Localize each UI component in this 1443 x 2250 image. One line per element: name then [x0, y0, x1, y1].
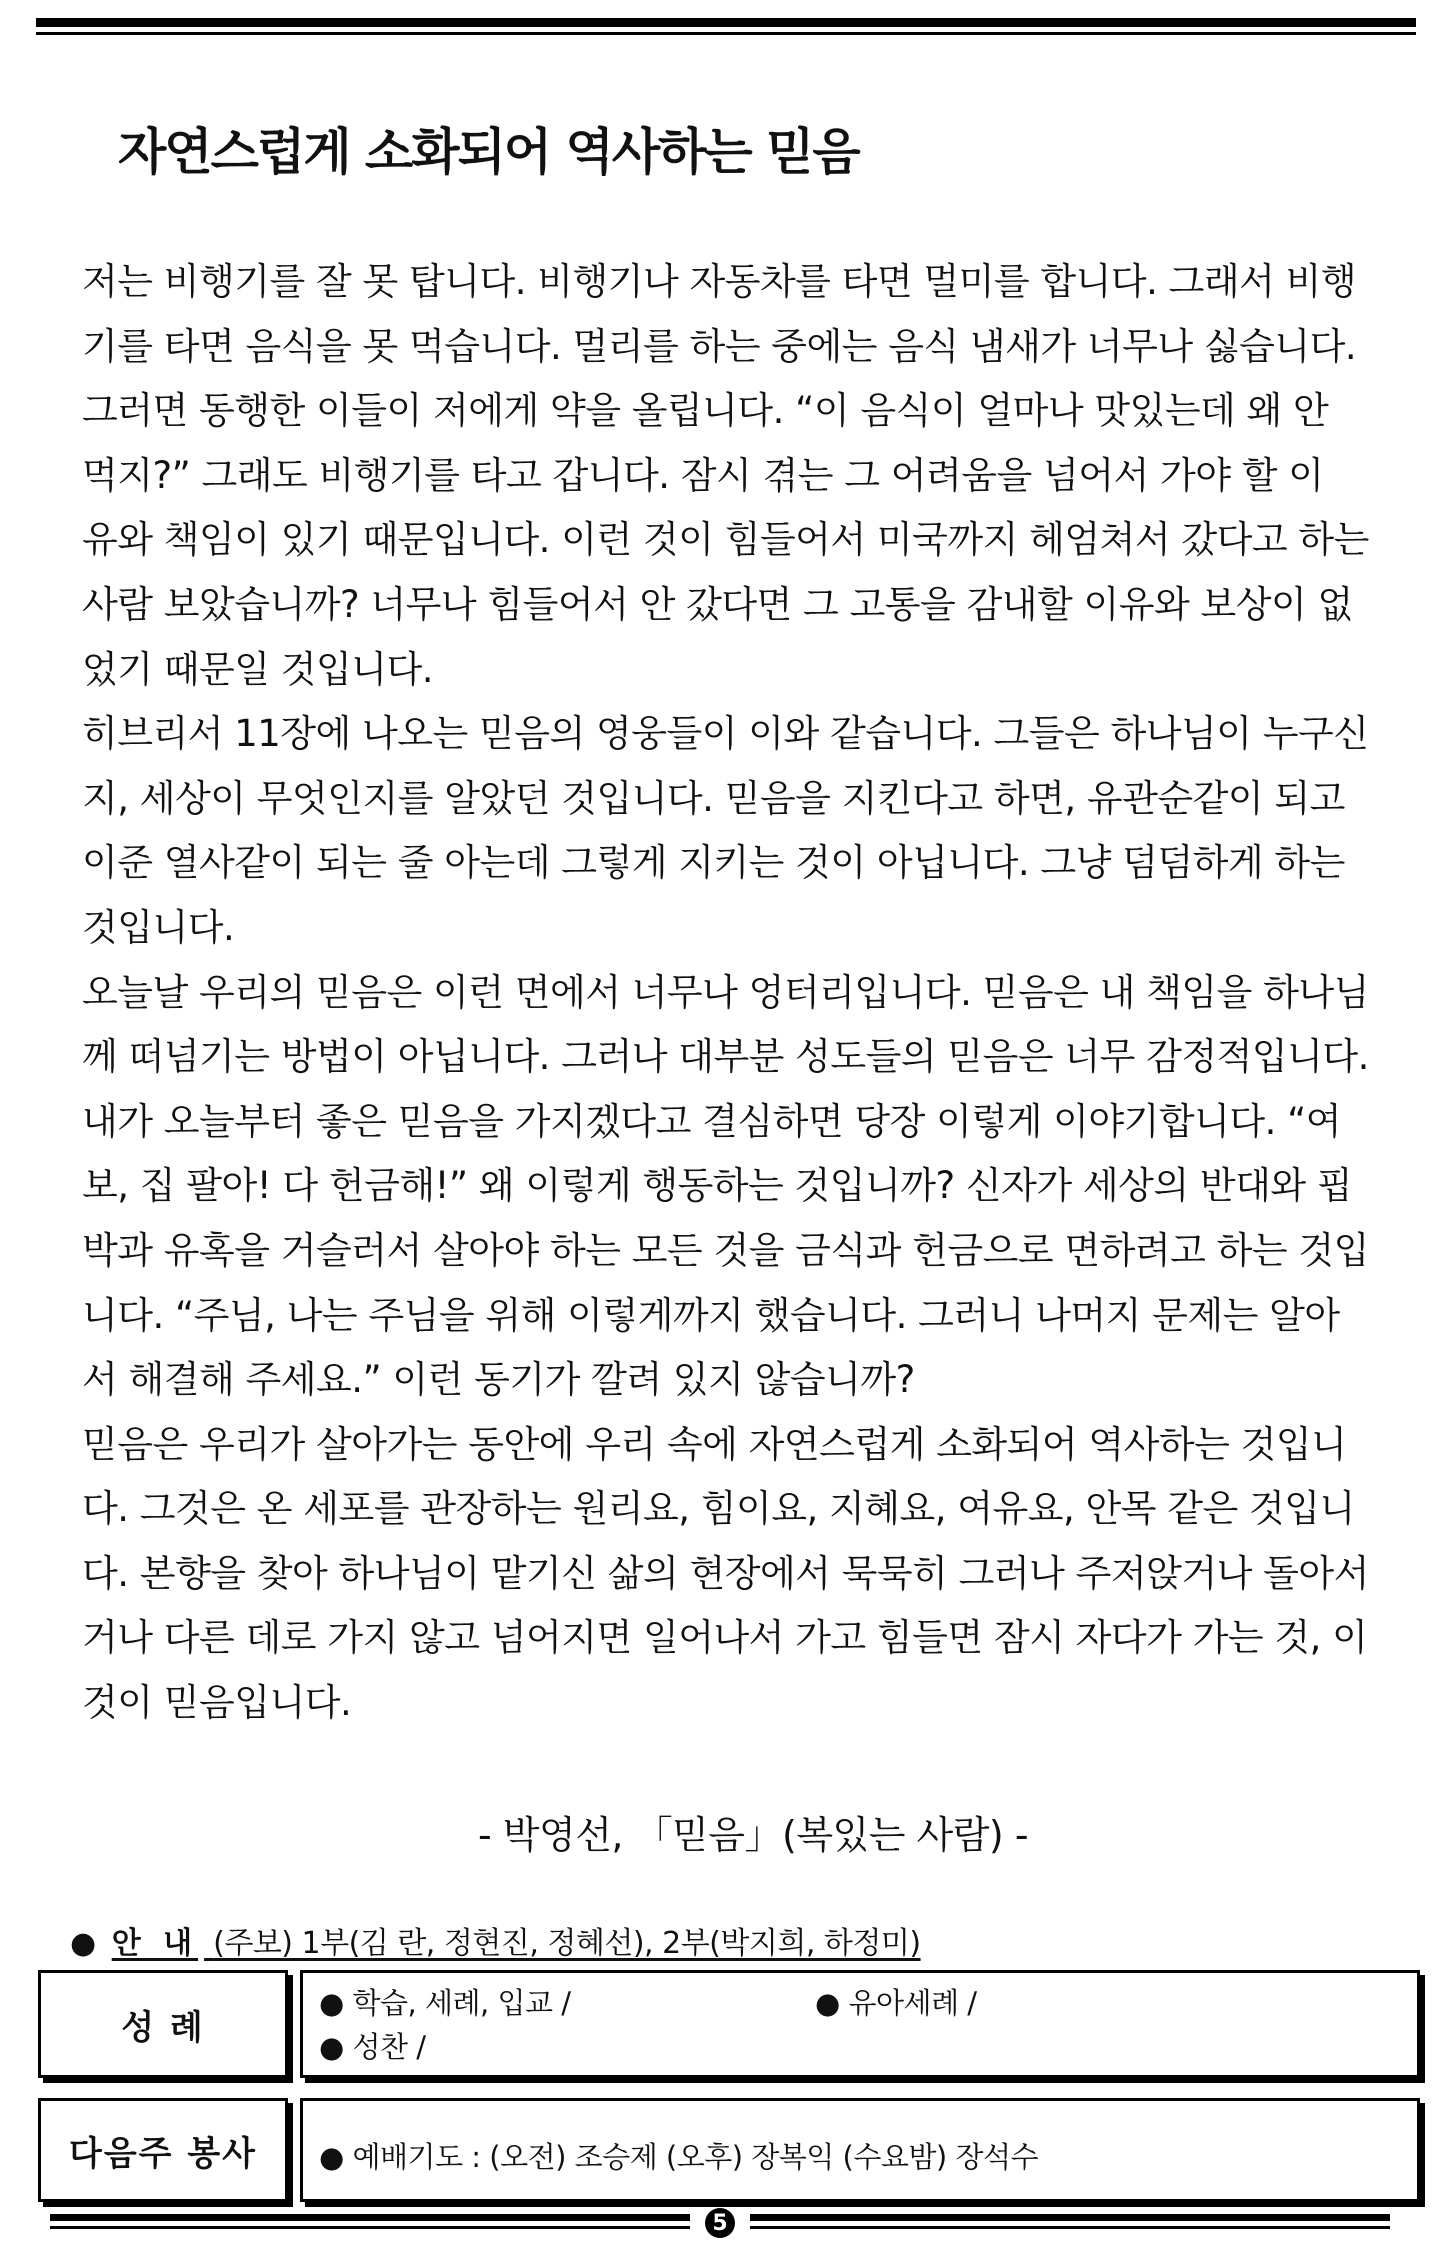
- article-body: [82, 250, 1412, 1736]
- body-line: 다. 본향을 찾아 하나님이 맡기신 삶의 현장에서 묵묵히 그러나 주저앉거나 돌아서: [82, 1551, 1369, 1595]
- body-line: 다. 그것은 온 세포를 관장하는 원리요, 힘이요, 지혜요, 여유요, 안목 같은 것입니: [82, 1487, 1355, 1531]
- body-line: 오늘날 우리의 믿음은 이런 면에서 너무나 엉터리입니다. 믿음은 내 책임을 하나님: [82, 970, 1369, 1014]
- bottom-rule-right-thick: [750, 2214, 1390, 2221]
- sacraments-item-infant-baptism: ● 유아세례 /: [815, 1986, 977, 2020]
- bottom-rule-left-thin: [50, 2226, 690, 2229]
- next-week-label-box: [38, 2098, 288, 2202]
- body-line: 저는 비행기를 잘 못 탑니다. 비행기나 자동차를 타면 멀미를 합니다. 그래서 비행: [82, 260, 1357, 303]
- body-line: 것이 믿음입니다.: [82, 1681, 352, 1725]
- sacraments-item-learning: ● 학습, 세례, 입교 /: [319, 1986, 571, 2020]
- body-line: 유와 책임이 있기 때문입니다. 이런 것이 힘들어서 미국까지 헤엄쳐서 갔다고 하는: [82, 518, 1369, 562]
- top-rule-thin: [36, 32, 1416, 35]
- body-line: 지, 세상이 무엇인지를 알았던 것입니다. 믿음을 지킨다고 하면, 유관순같이 되고: [82, 776, 1345, 820]
- next-week-label: 다음주 봉사: [68, 2133, 258, 2174]
- bullet-icon: ●: [70, 1926, 96, 1961]
- body-line: 서 해결해 주세요.” 이런 동기가 깔려 있지 않습니까?: [82, 1358, 915, 1402]
- sacraments-item-communion: ● 성찬 /: [319, 2030, 426, 2064]
- body-line: 거나 다른 데로 가지 않고 넘어지면 일어나서 가고 힘들면 잠시 자다가 가는 것, 이: [82, 1616, 1368, 1660]
- sacraments-content-box: [300, 1970, 1420, 2078]
- body-line: 보, 집 팔아! 다 헌금해!” 왜 이렇게 행동하는 것입니까? 신자가 세상의 반대와 핍: [82, 1164, 1353, 1208]
- body-line: 그러면 동행한 이들이 저에게 약을 올립니다. “이 음식이 얼마나 맛있는데 왜 안: [82, 389, 1329, 433]
- body-line: 히브리서 11장에 나오는 믿음의 영웅들이 이와 같습니다. 그들은 하나님이 누구신: [82, 712, 1369, 756]
- next-week-prayer: ● 예배기도 : (오전) 조승제 (오후) 장복익 (수요밤) 장석수: [319, 2140, 1038, 2174]
- bottom-rule-left-thick: [50, 2214, 690, 2221]
- body-line: 었기 때문일 것입니다.: [82, 647, 433, 691]
- page-number: 5: [705, 2208, 735, 2238]
- page-title: 자연스럽게 소화되어 역사하는 믿음: [118, 123, 859, 181]
- body-line: 것입니다.: [82, 905, 235, 949]
- body-line: 께 떠넘기는 방법이 아닙니다. 그러나 대부분 성도들의 믿음은 너무 감정적입니다.: [82, 1035, 1369, 1079]
- body-line: 니다. “주님, 나는 주님을 위해 이렇게까지 했습니다. 그러니 나머지 문제는 알아: [82, 1293, 1340, 1337]
- body-line: 박과 유혹을 거슬러서 살아야 하는 모든 것을 금식과 헌금으로 면하려고 하는 것입: [82, 1228, 1369, 1272]
- body-line: 내가 오늘부터 좋은 믿음을 가지겠다고 결심하면 당장 이렇게 이야기합니다. “여: [82, 1099, 1342, 1143]
- body-line: 이준 열사같이 되는 줄 아는데 그렇게 지키는 것이 아닙니다. 그냥 덤덤하게 하는: [82, 841, 1345, 885]
- notice-text: (주보) 1부(김 란, 정현진, 정혜선), 2부(박지희, 하정미): [213, 1926, 921, 1961]
- top-rule-thick: [36, 18, 1416, 27]
- body-line: 믿음은 우리가 살아가는 동안에 우리 속에 자연스럽게 소화되어 역사하는 것입니: [82, 1422, 1347, 1466]
- body-line: 먹지?” 그래도 비행기를 타고 갑니다. 잠시 겪는 그 어려움을 넘어서 가야 할 이: [82, 453, 1324, 497]
- sacraments-label-box: [38, 1970, 288, 2078]
- sacraments-label: 성 례: [121, 2007, 205, 2048]
- next-week-content-box: [300, 2098, 1420, 2202]
- notice-label: 안 내: [111, 1926, 199, 1961]
- body-line: 기를 타면 음식을 못 먹습니다. 멀리를 하는 중에는 음식 냄새가 너무나 싫습니다.: [82, 324, 1357, 368]
- citation: - 박영선, 「믿음」(복있는 사람) -: [478, 1813, 1029, 1857]
- notice-line: [70, 1918, 921, 1962]
- bottom-rule-right-thin: [750, 2226, 1390, 2229]
- body-line: 사람 보았습니까? 너무나 힘들어서 안 갔다면 그 고통을 감내할 이유와 보상이 없: [82, 582, 1353, 626]
